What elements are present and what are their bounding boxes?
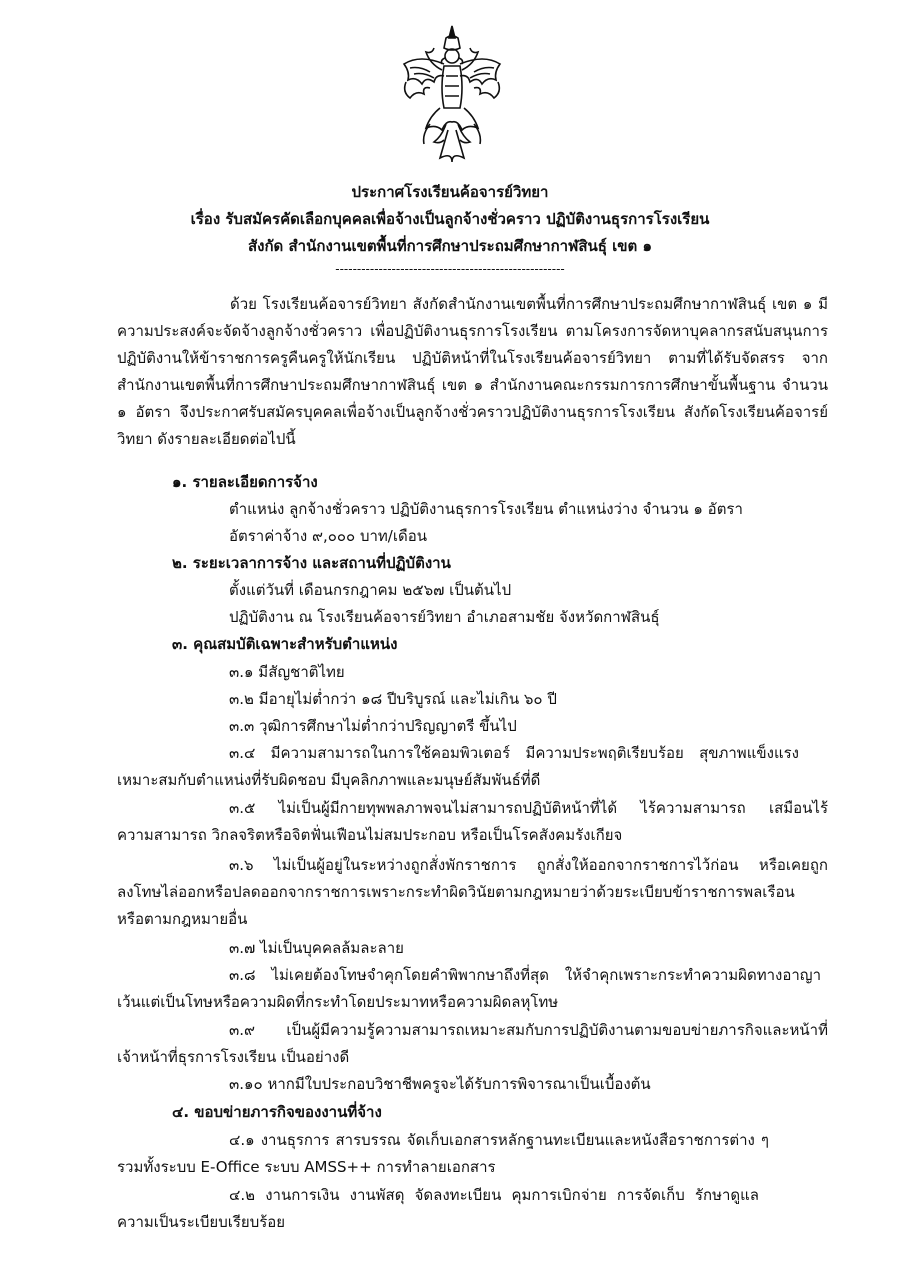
document-affiliation: สังกัด สำนักงานเขตพื้นที่การศึกษาประถมศึกษากาฬสินธุ์ เขต ๑ [248,237,652,255]
intro-line-2: ความประสงค์จะจัดจ้างลูกจ้างชั่วคราว เพื่อปฏิบัติงานธุรการโรงเรียน ตามโครงการจัดหาบุคลากรสนับสนุนการ [117,322,828,340]
qualification-3-6: ๓.๖ ไม่เป็นผู้อยู่ในระหว่างถูกสั่งพักราชการ ถูกสั่งให้ออกจากราชการไว้ก่อน หรือเคยถูก [229,856,828,874]
intro-line-3: ปฏิบัติงานให้ข้าราชการครูคืนครูให้นักเรียน ปฏิบัติหน้าที่ในโรงเรียนค้อจารย์วิทยา ตามที่ได้รับจัดสรร จาก [117,349,828,367]
section-1-heading: ๑. รายละเอียดการจ้าง [172,473,318,491]
qualification-3-8: ๓.๘ ไม่เคยต้องโทษจำคุกโดยคำพิพากษาถึงที่สุด ให้จำคุกเพราะกระทำความผิดทางอาญา [229,966,821,984]
qualification-3-6-cont-2: หรือตามกฎหมายอื่น [117,910,248,928]
scope-4-1: ๔.๑ งานธุรการ สารบรรณ จัดเก็บเอกสารหลักฐานทะเบียนและหนังสือราชการต่าง ๆ [229,1131,769,1149]
intro-line-4: สำนักงานเขตพื้นที่การศึกษาประถมศึกษากาฬสินธุ์ เขต ๑ สำนักงานคณะกรรมการการศึกษาขั้นพื้นฐาน จำนวน [117,376,828,394]
qualification-3-3: ๓.๓ วุฒิการศึกษาไม่ต่ำกว่าปริญญาตรี ขึ้นไป [229,717,517,735]
document-title: ประกาศโรงเรียนค้อจารย์วิทยา [351,183,549,201]
qualification-3-7: ๓.๗ ไม่เป็นบุคคลล้มละลาย [229,939,404,957]
scope-4-2: ๔.๒ งานการเงิน งานพัสดุ จัดลงทะเบียน คุมการเบิกจ่าย การจัดเก็บ รักษาดูแล [229,1186,759,1204]
intro-line-6: วิทยา ดังรายละเอียดต่อไปนี้ [117,430,296,448]
qualification-3-4: ๓.๔ มีความสามารถในการใช้คอมพิวเตอร์ มีความประพฤติเรียบร้อย สุขภาพแข็งแรง [229,744,799,762]
document-subject: เรื่อง รับสมัครคัดเลือกบุคคลเพื่อจ้างเป็นลูกจ้างชั่วคราว ปฏิบัติงานธุรการโรงเรียน [190,210,710,228]
intro-line-5: ๑ อัตรา จึงประกาศรับสมัครบุคคลเพื่อจ้างเป็นลูกจ้างชั่วคราวปฏิบัติงานธุรการโรงเรียน สังกัดโรงเรียนค้อจารย์ [117,403,828,421]
section-2-heading: ๒. ระยะเวลาการจ้าง และสถานที่ปฏิบัติงาน [172,554,451,572]
scope-4-1-cont: รวมทั้งระบบ E-Office ระบบ AMSS++ การทำลายเอกสาร [117,1158,496,1176]
qualification-3-8-cont: เว้นแต่เป็นโทษหรือความผิดที่กระทำโดยประมาทหรือความผิดลหุโทษ [117,993,559,1011]
intro-line-1: ด้วย โรงเรียนค้อจารย์วิทยา สังกัดสำนักงานเขตพื้นที่การศึกษาประถมศึกษากาฬสินธุ์ เขต ๑ มี [230,295,828,313]
qualification-3-5-cont: ความสามารถ วิกลจริตหรือจิตฟั่นเฟือนไม่สมประกอบ หรือเป็นโรคสังคมรังเกียจ [117,826,623,844]
qualification-3-9-cont: เจ้าหน้าที่ธุรการโรงเรียน เป็นอย่างดี [117,1048,350,1066]
scope-4-2-cont: ความเป็นระเบียบเรียบร้อย [117,1213,286,1231]
section-1-position: ตำแหน่ง ลูกจ้างชั่วคราว ปฏิบัติงานธุรการโรงเรียน ตำแหน่งว่าง จำนวน ๑ อัตรา [229,500,743,518]
qualification-3-10: ๓.๑๐ หากมีใบประกอบวิชาชีพครูจะได้รับการพิจารณาเป็นเบื้องต้น [229,1075,651,1093]
qualification-3-5: ๓.๕ ไม่เป็นผู้มีกายทุพพลภาพจนไม่สามารถปฏิบัติหน้าที่ได้ ไร้ความสามารถ เสมือนไร้ [229,799,828,817]
divider-line: ----------------------------------------------------- [335,262,565,276]
qualification-3-6-cont: ลงโทษไล่ออกหรือปลดออกจากราชการเพราะกระทำผิดวินัยตามกฎหมายว่าด้วยระเบียบข้าราชการพลเรือน [117,883,795,901]
section-2-workplace: ปฏิบัติงาน ณ โรงเรียนค้อจารย์วิทยา อำเภอสามชัย จังหวัดกาฬสินธุ์ [229,608,660,626]
qualification-3-9: ๓.๙ เป็นผู้มีความรู้ความสามารถเหมาะสมกับการปฏิบัติงานตามขอบข่ายภารกิจและหน้าที่ [229,1021,828,1039]
qualification-3-4-cont: เหมาะสมกับตำแหน่งที่รับผิดชอบ มีบุคลิกภาพและมนุษย์สัมพันธ์ที่ดี [117,771,541,789]
qualification-3-1: ๓.๑ มีสัญชาติไทย [229,663,345,681]
garuda-emblem [400,24,505,164]
section-3-heading: ๓. คุณสมบัติเฉพาะสำหรับตำแหน่ง [172,635,398,653]
section-2-start-date: ตั้งแต่วันที่ เดือนกรกฎาคม ๒๕๖๗ เป็นต้นไป [229,581,512,599]
section-4-heading: ๔. ขอบข่ายภารกิจของงานที่จ้าง [172,1103,382,1121]
qualification-3-2: ๓.๒ มีอายุไม่ต่ำกว่า ๑๘ ปีบริบูรณ์ และไม่เกิน ๖๐ ปี [229,690,557,708]
section-1-wage: อัตราค่าจ้าง ๙,๐๐๐ บาท/เดือน [229,527,427,545]
